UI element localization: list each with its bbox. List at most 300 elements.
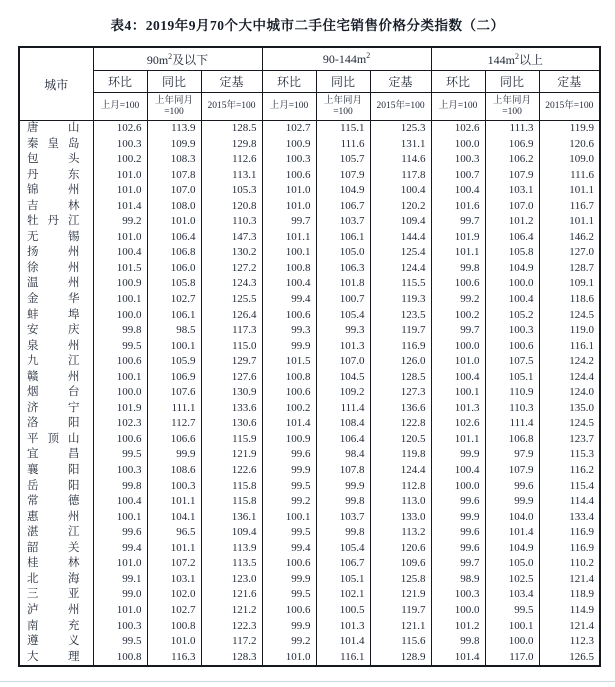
city-column-header: 城市 xyxy=(19,47,93,121)
value-cell: 101.0 xyxy=(93,183,147,199)
city-cell xyxy=(19,479,93,495)
value-cell: 99.1 xyxy=(93,572,147,588)
value-cell: 105.1 xyxy=(485,370,539,386)
city-name: 温 州 xyxy=(27,277,80,290)
value-cell: 121.2 xyxy=(201,603,262,619)
table-row xyxy=(19,494,600,510)
group-header-90-144: $90-144m^2$ xyxy=(262,47,431,71)
table-row xyxy=(19,587,600,603)
metric-header-row xyxy=(19,71,600,93)
value-cell: 100.6 xyxy=(262,308,316,324)
city-name: 扬 州 xyxy=(27,246,80,259)
value-cell: 106.8 xyxy=(485,432,539,448)
value-cell: 121.4 xyxy=(539,619,600,635)
value-cell: 102.7 xyxy=(262,121,316,137)
price-index-table xyxy=(18,46,601,667)
value-cell: 115.3 xyxy=(539,447,600,463)
value-cell: 102.3 xyxy=(93,416,147,432)
value-cell: 99.8 xyxy=(93,323,147,339)
value-cell: 100.4 xyxy=(370,183,431,199)
base-header-prev-year: 上年同月 =100 xyxy=(485,93,539,121)
value-cell: 103.7 xyxy=(316,510,370,526)
value-cell: 102.1 xyxy=(316,587,370,603)
value-cell: 100.9 xyxy=(262,137,316,153)
value-cell: 100.0 xyxy=(431,137,485,153)
value-cell: 99.8 xyxy=(431,634,485,650)
value-cell: 116.9 xyxy=(539,541,600,557)
value-cell: 106.9 xyxy=(147,370,201,386)
city-cell xyxy=(19,308,93,324)
value-cell: 100.6 xyxy=(485,339,539,355)
city-cell xyxy=(19,572,93,588)
metric-header-fixed: 定基 xyxy=(201,71,262,93)
value-cell: 114.9 xyxy=(539,603,600,619)
value-cell: 105.0 xyxy=(316,245,370,261)
city-name: 吉 林 xyxy=(27,199,80,212)
value-cell: 99.6 xyxy=(431,525,485,541)
table-row xyxy=(19,541,600,557)
value-cell: 106.1 xyxy=(147,308,201,324)
table-row xyxy=(19,416,600,432)
value-cell: 100.6 xyxy=(262,168,316,184)
value-cell: 115.8 xyxy=(201,479,262,495)
value-cell: 107.8 xyxy=(316,463,370,479)
value-cell: 130.9 xyxy=(201,385,262,401)
value-cell: 122.3 xyxy=(201,619,262,635)
base-header-prev-year: 上年同月 =100 xyxy=(316,93,370,121)
metric-header-yoy: 同比 xyxy=(147,71,201,93)
value-cell: 102.6 xyxy=(431,416,485,432)
value-cell: 109.9 xyxy=(147,137,201,153)
value-cell: 103.4 xyxy=(485,587,539,603)
value-cell: 108.4 xyxy=(316,416,370,432)
value-cell: 120.6 xyxy=(539,137,600,153)
value-cell: 99.9 xyxy=(316,479,370,495)
value-cell: 105.0 xyxy=(485,556,539,572)
table-row xyxy=(19,230,600,246)
table-row xyxy=(19,354,600,370)
value-cell: 112.7 xyxy=(147,416,201,432)
city-name: 平 顶 山 xyxy=(27,432,80,445)
base-header-prev-month: 上月=100 xyxy=(262,93,316,121)
value-cell: 101.4 xyxy=(316,634,370,650)
value-cell: 116.1 xyxy=(539,339,600,355)
city-name: 锦 州 xyxy=(27,184,80,197)
city-name: 韶 关 xyxy=(27,541,80,554)
city-cell xyxy=(19,168,93,184)
value-cell: 100.1 xyxy=(262,510,316,526)
value-cell: 99.3 xyxy=(262,323,316,339)
value-cell: 128.9 xyxy=(370,650,431,667)
value-cell: 100.6 xyxy=(262,385,316,401)
value-cell: 101.0 xyxy=(262,650,316,667)
value-cell: 100.7 xyxy=(316,292,370,308)
city-cell xyxy=(19,401,93,417)
city-cell xyxy=(19,603,93,619)
value-cell: 127.0 xyxy=(539,245,600,261)
value-cell: 114.6 xyxy=(370,152,431,168)
value-cell: 107.9 xyxy=(485,463,539,479)
value-cell: 120.8 xyxy=(201,199,262,215)
value-cell: 110.3 xyxy=(485,401,539,417)
value-cell: 99.2 xyxy=(93,214,147,230)
value-cell: 101.4 xyxy=(262,416,316,432)
table-row xyxy=(19,323,600,339)
value-cell: 107.9 xyxy=(316,168,370,184)
value-cell: 108.3 xyxy=(147,152,201,168)
value-cell: 116.9 xyxy=(539,525,600,541)
value-cell: 115.5 xyxy=(370,276,431,292)
value-cell: 100.1 xyxy=(262,245,316,261)
value-cell: 100.7 xyxy=(431,168,485,184)
city-name: 赣 州 xyxy=(27,370,80,383)
value-cell: 101.1 xyxy=(431,245,485,261)
value-cell: 123.5 xyxy=(370,308,431,324)
value-cell: 101.0 xyxy=(93,168,147,184)
value-cell: 120.2 xyxy=(370,199,431,215)
value-cell: 105.2 xyxy=(485,308,539,324)
metric-header-fixed: 定基 xyxy=(539,71,600,93)
value-cell: 117.2 xyxy=(201,634,262,650)
value-cell: 99.7 xyxy=(262,214,316,230)
value-cell: 121.6 xyxy=(201,587,262,603)
value-cell: 100.0 xyxy=(93,308,147,324)
value-cell: 128.5 xyxy=(201,121,262,137)
city-cell xyxy=(19,245,93,261)
city-name: 惠 州 xyxy=(27,510,80,523)
value-cell: 97.9 xyxy=(485,447,539,463)
city-cell xyxy=(19,494,93,510)
value-cell: 106.4 xyxy=(147,230,201,246)
group-header-90-below: $90m^2$及以下 xyxy=(93,47,262,71)
value-cell: 102.6 xyxy=(93,121,147,137)
value-cell: 100.2 xyxy=(93,152,147,168)
value-cell: 101.3 xyxy=(431,401,485,417)
value-cell: 117.8 xyxy=(370,168,431,184)
value-cell: 100.6 xyxy=(262,556,316,572)
table-row xyxy=(19,556,600,572)
value-cell: 101.0 xyxy=(431,354,485,370)
value-cell: 119.7 xyxy=(370,323,431,339)
value-cell: 133.4 xyxy=(539,510,600,526)
table-row xyxy=(19,385,600,401)
value-cell: 105.9 xyxy=(147,354,201,370)
value-cell: 110.9 xyxy=(485,385,539,401)
city-cell xyxy=(19,556,93,572)
table-row xyxy=(19,510,600,526)
table-row xyxy=(19,137,600,153)
table-row xyxy=(19,619,600,635)
value-cell: 133.6 xyxy=(201,401,262,417)
value-cell: 115.0 xyxy=(201,339,262,355)
city-cell xyxy=(19,199,93,215)
value-cell: 100.4 xyxy=(431,183,485,199)
value-cell: 101.4 xyxy=(485,525,539,541)
value-cell: 107.0 xyxy=(316,354,370,370)
value-cell: 111.3 xyxy=(485,121,539,137)
value-cell: 106.2 xyxy=(485,152,539,168)
value-cell: 100.5 xyxy=(316,603,370,619)
value-cell: 122.8 xyxy=(370,416,431,432)
city-name: 九 江 xyxy=(27,355,80,368)
value-cell: 116.9 xyxy=(370,339,431,355)
table-row xyxy=(19,339,600,355)
value-cell: 101.9 xyxy=(93,401,147,417)
table-row xyxy=(19,245,600,261)
value-cell: 112.6 xyxy=(201,152,262,168)
value-cell: 130.6 xyxy=(201,416,262,432)
value-cell: 113.2 xyxy=(370,525,431,541)
value-cell: 104.0 xyxy=(485,510,539,526)
value-cell: 116.7 xyxy=(539,199,600,215)
value-cell: 127.3 xyxy=(370,385,431,401)
value-cell: 115.6 xyxy=(370,634,431,650)
value-cell: 100.0 xyxy=(93,385,147,401)
value-cell: 146.2 xyxy=(539,230,600,246)
value-cell: 113.1 xyxy=(201,168,262,184)
value-cell: 108.0 xyxy=(147,199,201,215)
value-cell: 101.0 xyxy=(93,556,147,572)
value-cell: 117.3 xyxy=(201,323,262,339)
value-cell: 99.5 xyxy=(93,447,147,463)
value-cell: 100.1 xyxy=(93,292,147,308)
value-cell: 106.7 xyxy=(316,199,370,215)
city-name: 洛 阳 xyxy=(27,417,80,430)
value-cell: 101.1 xyxy=(147,494,201,510)
city-cell xyxy=(19,323,93,339)
value-cell: 99.8 xyxy=(316,494,370,510)
value-cell: 99.9 xyxy=(147,447,201,463)
value-cell: 102.7 xyxy=(147,603,201,619)
city-name: 遵 义 xyxy=(27,635,80,648)
value-cell: 99.5 xyxy=(485,603,539,619)
value-cell: 99.8 xyxy=(316,525,370,541)
value-cell: 112.3 xyxy=(539,634,600,650)
value-cell: 99.6 xyxy=(262,447,316,463)
value-cell: 101.2 xyxy=(431,619,485,635)
value-cell: 100.1 xyxy=(485,619,539,635)
value-cell: 99.3 xyxy=(316,323,370,339)
value-cell: 101.5 xyxy=(93,261,147,277)
value-cell: 106.7 xyxy=(316,556,370,572)
value-cell: 114.4 xyxy=(539,494,600,510)
value-cell: 101.2 xyxy=(485,214,539,230)
value-cell: 120.5 xyxy=(370,432,431,448)
value-cell: 100.6 xyxy=(431,276,485,292)
metric-header-mom: 环比 xyxy=(93,71,147,93)
value-cell: 119.0 xyxy=(539,323,600,339)
city-cell xyxy=(19,137,93,153)
value-cell: 99.6 xyxy=(485,479,539,495)
table-row xyxy=(19,261,600,277)
city-name: 桂 林 xyxy=(27,557,80,570)
value-cell: 129.8 xyxy=(201,137,262,153)
city-cell xyxy=(19,416,93,432)
value-cell: 119.3 xyxy=(370,292,431,308)
value-cell: 99.9 xyxy=(262,463,316,479)
value-cell: 106.3 xyxy=(316,261,370,277)
value-cell: 119.7 xyxy=(370,603,431,619)
value-cell: 100.8 xyxy=(147,619,201,635)
value-cell: 101.1 xyxy=(431,432,485,448)
value-cell: 101.6 xyxy=(431,199,485,215)
city-name: 常 德 xyxy=(27,495,80,508)
value-cell: 124.4 xyxy=(370,463,431,479)
value-cell: 107.2 xyxy=(147,556,201,572)
table-row xyxy=(19,199,600,215)
table-row xyxy=(19,370,600,386)
city-cell xyxy=(19,619,93,635)
squared-sup: 2 xyxy=(514,51,519,61)
city-name: 金 华 xyxy=(27,293,80,306)
value-cell: 104.5 xyxy=(316,370,370,386)
value-cell: 100.4 xyxy=(93,245,147,261)
value-cell: 109.6 xyxy=(370,556,431,572)
value-cell: 99.8 xyxy=(93,479,147,495)
value-cell: 107.9 xyxy=(485,168,539,184)
value-cell: 98.9 xyxy=(431,572,485,588)
city-cell xyxy=(19,121,93,137)
value-cell: 100.6 xyxy=(93,432,147,448)
city-name: 牡 丹 江 xyxy=(27,215,80,228)
value-cell: 99.4 xyxy=(93,541,147,557)
value-cell: 124.4 xyxy=(539,370,600,386)
value-cell: 128.7 xyxy=(539,261,600,277)
page-title: 表4：2019年9月70个大中城市二手住宅销售价格分类指数（二） xyxy=(110,18,505,33)
value-cell: 102.7 xyxy=(147,292,201,308)
value-cell: 110.3 xyxy=(201,214,262,230)
value-cell: 106.0 xyxy=(147,261,201,277)
base-header-2015: 2015年=100 xyxy=(201,93,262,121)
value-cell: 112.8 xyxy=(370,479,431,495)
value-cell: 101.1 xyxy=(262,230,316,246)
value-cell: 96.5 xyxy=(147,525,201,541)
value-cell: 115.4 xyxy=(539,479,600,495)
value-cell: 100.9 xyxy=(262,432,316,448)
value-cell: 100.9 xyxy=(93,276,147,292)
value-cell: 99.9 xyxy=(431,510,485,526)
table-row xyxy=(19,183,600,199)
value-cell: 99.9 xyxy=(262,572,316,588)
city-cell xyxy=(19,370,93,386)
city-cell xyxy=(19,634,93,650)
value-cell: 99.0 xyxy=(93,587,147,603)
city-cell xyxy=(19,650,93,667)
value-cell: 99.9 xyxy=(485,494,539,510)
value-cell: 115.1 xyxy=(316,121,370,137)
city-cell xyxy=(19,510,93,526)
value-cell: 104.9 xyxy=(316,183,370,199)
group-header-row xyxy=(19,47,600,71)
value-cell: 99.4 xyxy=(262,292,316,308)
value-cell: 106.9 xyxy=(485,137,539,153)
value-cell: 124.5 xyxy=(539,308,600,324)
value-cell: 109.4 xyxy=(201,525,262,541)
city-name: 宜 昌 xyxy=(27,448,80,461)
city-name: 烟 台 xyxy=(27,386,80,399)
value-cell: 125.5 xyxy=(201,292,262,308)
value-cell: 125.3 xyxy=(370,121,431,137)
value-cell: 124.4 xyxy=(370,261,431,277)
value-cell: 125.8 xyxy=(370,572,431,588)
value-cell: 100.8 xyxy=(262,370,316,386)
metric-header-yoy: 同比 xyxy=(316,71,370,93)
base-header-prev-year: 上年同月 =100 xyxy=(147,93,201,121)
value-cell: 103.7 xyxy=(316,214,370,230)
value-cell: 124.5 xyxy=(539,416,600,432)
value-cell: 100.6 xyxy=(262,603,316,619)
value-cell: 100.0 xyxy=(431,479,485,495)
value-cell: 113.9 xyxy=(147,121,201,137)
table-row xyxy=(19,276,600,292)
value-cell: 101.1 xyxy=(147,541,201,557)
value-cell: 100.1 xyxy=(93,370,147,386)
value-cell: 99.9 xyxy=(262,619,316,635)
value-cell: 123.7 xyxy=(539,432,600,448)
value-cell: 100.1 xyxy=(147,339,201,355)
value-cell: 101.8 xyxy=(316,276,370,292)
value-cell: 115.9 xyxy=(201,432,262,448)
value-cell: 105.4 xyxy=(316,541,370,557)
value-cell: 107.0 xyxy=(147,183,201,199)
value-cell: 101.5 xyxy=(262,354,316,370)
value-cell: 115.8 xyxy=(201,494,262,510)
city-name: 三 亚 xyxy=(27,588,80,601)
table-header xyxy=(19,47,600,121)
value-cell: 99.5 xyxy=(262,587,316,603)
value-cell: 105.3 xyxy=(201,183,262,199)
value-cell: 121.9 xyxy=(370,587,431,603)
city-name: 湛 江 xyxy=(27,526,80,539)
value-cell: 117.0 xyxy=(485,650,539,667)
value-cell: 100.0 xyxy=(431,603,485,619)
city-name: 无 锡 xyxy=(27,230,80,243)
value-cell: 111.6 xyxy=(539,168,600,184)
city-name: 安 庆 xyxy=(27,324,80,337)
value-cell: 100.3 xyxy=(262,152,316,168)
value-cell: 99.7 xyxy=(431,214,485,230)
value-cell: 106.8 xyxy=(147,245,201,261)
city-name: 北 海 xyxy=(27,572,80,585)
value-cell: 108.6 xyxy=(147,463,201,479)
value-cell: 100.4 xyxy=(431,370,485,386)
squared-sup: 2 xyxy=(168,51,173,61)
value-cell: 98.4 xyxy=(316,447,370,463)
value-cell: 99.5 xyxy=(262,479,316,495)
value-cell: 100.4 xyxy=(262,276,316,292)
value-cell: 101.4 xyxy=(93,199,147,215)
value-cell: 106.1 xyxy=(316,230,370,246)
value-cell: 130.2 xyxy=(201,245,262,261)
city-name: 蚌 埠 xyxy=(27,308,80,321)
city-name: 大 理 xyxy=(27,650,80,663)
city-cell xyxy=(19,230,93,246)
city-name: 唐 山 xyxy=(27,122,80,134)
table-row xyxy=(19,603,600,619)
city-cell xyxy=(19,525,93,541)
value-cell: 102.0 xyxy=(147,587,201,603)
value-cell: 109.0 xyxy=(539,152,600,168)
table-row xyxy=(19,292,600,308)
value-cell: 99.2 xyxy=(262,494,316,510)
value-cell: 105.4 xyxy=(316,308,370,324)
value-cell: 100.8 xyxy=(93,650,147,667)
value-cell: 100.8 xyxy=(262,261,316,277)
value-cell: 147.3 xyxy=(201,230,262,246)
table-row xyxy=(19,121,600,137)
value-cell: 100.0 xyxy=(485,276,539,292)
value-cell: 113.9 xyxy=(201,541,262,557)
